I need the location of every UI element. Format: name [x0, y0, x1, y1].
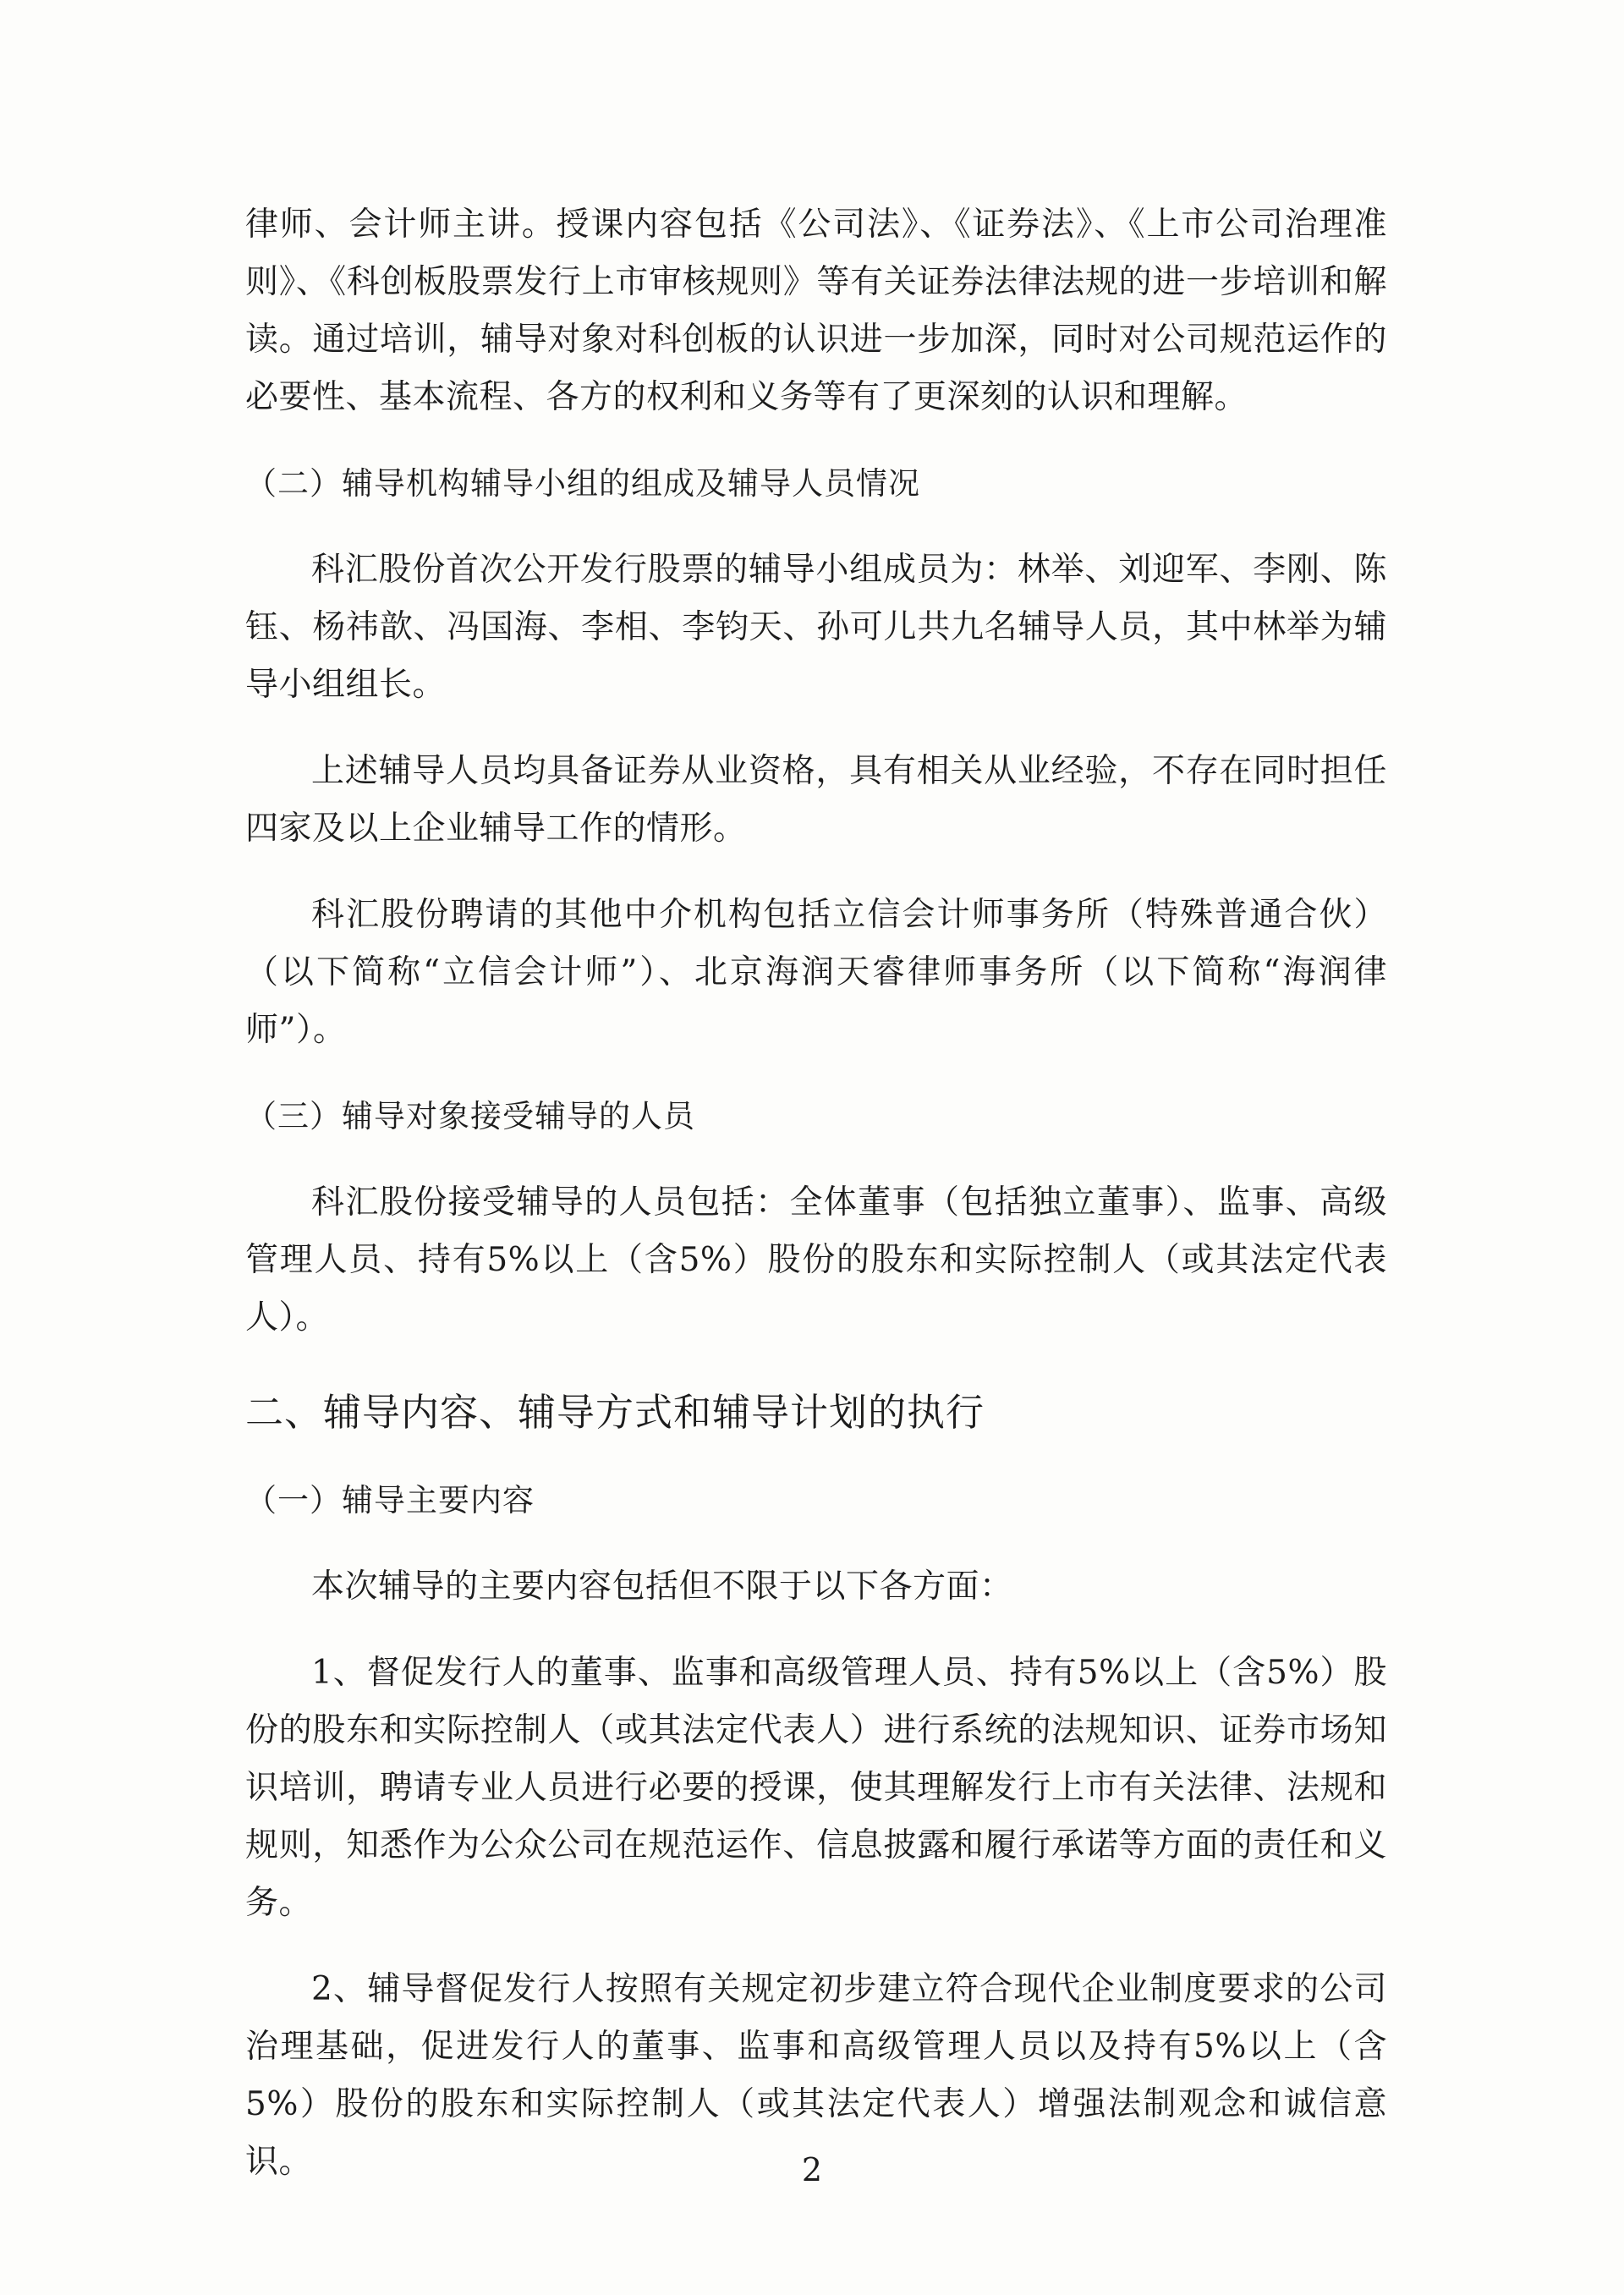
list-item-1: 1、督促发行人的董事、监事和高级管理人员、持有5%以上（含5%）股份的股东和实际控制人（或其法定代表人）进行系统的法规知识、证券市场知识培训，聘请专业人员进行必要的授课，使其理解发行上市有关法律、法规和规则，知悉作为公众公司在规范运作、信息披露和履行承诺等方面的责任和义务。: [245, 1654, 1387, 1922]
subsection-heading-recipients: （三）辅导对象接受辅导的人员: [245, 1098, 695, 1134]
intermediaries-paragraph: 科汇股份聘请的其他中介机构包括立信会计师事务所（特殊普通合伙）（以下简称“立信会计师”）、北京海润天睿律师事务所（以下简称“海润律师”）。: [245, 896, 1387, 1049]
recipients-paragraph: 科汇股份接受辅导的人员包括：全体董事（包括独立董事）、监事、高级管理人员、持有5%以上（含5%）股份的股东和实际控制人（或其法定代表人）。: [245, 1183, 1387, 1337]
intro-paragraph: 本次辅导的主要内容包括但不限于以下各方面：: [311, 1568, 1013, 1606]
training-continuation-paragraph: 律师、会计师主讲。授课内容包括《公司法》、《证券法》、《上市公司治理准则》、《科创板股票发行上市审核规则》等有关证券法律法规的进一步培训和解读。通过培训，辅导对象对科创板的认识进一步加深，同时对公司规范运作的必要性、基本流程、各方的权利和义务等有了更深刻的认识和理解。: [245, 206, 1387, 416]
list-item-2: 2、辅导督促发行人按照有关规定初步建立符合现代企业制度要求的公司治理基础，促进发行人的董事、监事和高级管理人员以及持有5%以上（含5%）股份的股东和实际控制人（或其法定代表人）增强法制观念和诚信意识。: [245, 1970, 1387, 2181]
subsection-heading-main-content: （一）辅导主要内容: [245, 1482, 535, 1518]
team-members-paragraph: 科汇股份首次公开发行股票的辅导小组成员为：林举、刘迎军、李刚、陈钰、杨祎歆、冯国海、李相、李钧天、孙可儿共九名辅导人员，其中林举为辅导小组组长。: [245, 551, 1387, 704]
page-content: [245, 196, 1387, 2191]
page-number: 2: [801, 2151, 823, 2188]
section-heading-2: 二、辅导内容、辅导方式和辅导计划的执行: [245, 1390, 985, 1435]
qualification-paragraph: 上述辅导人员均具备证券从业资格，具有相关从业经验，不存在同时担任四家及以上企业辅导工作的情形。: [245, 752, 1387, 848]
subsection-heading-team: （二）辅导机构辅导小组的组成及辅导人员情况: [245, 465, 920, 502]
